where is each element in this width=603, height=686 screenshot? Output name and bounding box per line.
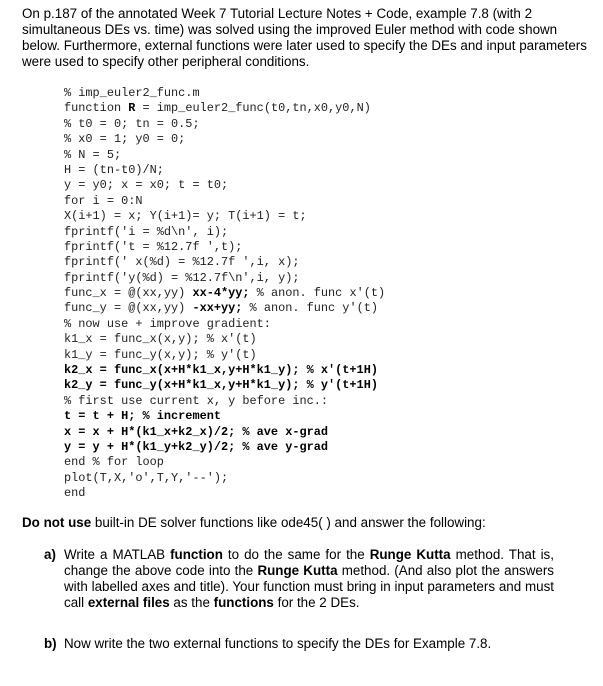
code-line xyxy=(64,301,385,316)
code-line xyxy=(64,348,385,363)
code-segment: func_y = @(xx,yy) xyxy=(64,301,193,316)
qa-text-2: to do the same for the xyxy=(222,547,370,562)
code-segment: y = y0; x = x0; t = t0; xyxy=(64,178,229,193)
instruction-line xyxy=(22,515,592,531)
code-line xyxy=(64,317,385,332)
code-segment: y = y + H*(k1_y+k2_y)/2; % ave y-grad xyxy=(64,439,329,454)
code-line xyxy=(64,178,385,193)
code-segment: % anon. func x'(t) xyxy=(249,286,386,301)
code-segment: end % for loop xyxy=(64,455,164,470)
question-b-text: Now write the two external functions to specify the DEs for Example 7.8. xyxy=(64,636,492,651)
code-segment: xx-4*yy; xyxy=(192,286,250,301)
code-line xyxy=(64,471,385,486)
qa-bold-4: external files xyxy=(87,595,170,610)
intro-paragraph: On p.187 of the annotated Week 7 Tutorial Lecture Notes + Code, example 7.8 (with 2 simultaneous DEs vs. time) was solved using the improved Euler method with code shown below. Furthermore, external functions were later used to specify the DEs and input parameters were used to specify other peripheral conditions. xyxy=(22,6,587,69)
code-segment: % anon. func y'(t) xyxy=(242,301,378,316)
question-b-label: b) xyxy=(44,636,57,651)
code-segment: % now use + improve gradient: xyxy=(64,316,271,331)
code-block xyxy=(64,86,385,502)
code-segment: % imp_euler2_func.m xyxy=(64,86,200,100)
code-segment: R xyxy=(128,101,136,116)
code-segment: func_x = @(xx,yy) xyxy=(64,286,193,301)
code-segment: t = t + H; % increment xyxy=(64,409,221,424)
code-segment: % t0 = 0; tn = 0.5; xyxy=(64,116,200,131)
code-line xyxy=(64,286,385,301)
code-line xyxy=(64,225,385,240)
question-a-label: a) xyxy=(44,547,56,562)
qa-bold-2: Runge Kutta xyxy=(369,547,451,562)
code-segment: plot(T,X,'o',T,Y,'--'); xyxy=(64,470,229,485)
code-line xyxy=(64,194,385,209)
code-line xyxy=(64,255,385,270)
code-line xyxy=(64,132,385,147)
question-b xyxy=(44,636,554,652)
qa-bold-3: Runge Kutta xyxy=(257,563,338,578)
code-segment: fprintf(' x(%d) = %12.7f ',i, x); xyxy=(64,255,300,270)
code-segment: fprintf('t = %12.7f ',t); xyxy=(64,239,243,254)
code-line xyxy=(64,378,385,393)
code-line xyxy=(64,332,385,347)
code-segment: % N = 5; xyxy=(64,147,122,162)
code-line xyxy=(64,455,385,470)
question-a xyxy=(44,547,554,611)
code-segment: -xx+yy; xyxy=(192,301,243,316)
instruction-text: built-in DE solver functions like ode45( ) and answer the following: xyxy=(91,515,486,530)
code-line xyxy=(64,240,385,255)
code-line xyxy=(64,209,385,224)
code-segment: function xyxy=(64,101,129,116)
instruction-emphasis: Do not use xyxy=(22,515,92,530)
code-line xyxy=(64,409,385,424)
code-segment: % x0 = 1; y0 = 0; xyxy=(64,132,186,147)
code-segment: k1_x = func_x(x,y); % x'(t) xyxy=(64,332,257,347)
code-line xyxy=(64,425,385,440)
code-line xyxy=(64,101,385,116)
qa-text-6: for the 2 DEs. xyxy=(273,595,360,610)
code-line xyxy=(64,86,385,101)
code-line xyxy=(64,394,385,409)
qa-text-3: method. That is, change the above code into the xyxy=(64,547,554,578)
code-segment: = imp_euler2_func(t0,tn,x0,y0,N) xyxy=(135,101,371,116)
code-segment: k2_x = func_x(x+H*k1_x,y+H*k1_y); % x'(t+1H) xyxy=(64,363,378,378)
code-segment: % first use current x, y before inc.: xyxy=(64,393,329,408)
code-line xyxy=(64,117,385,132)
code-segment: end xyxy=(64,486,86,501)
code-segment: X(i+1) = x; Y(i+1)= y; T(i+1) = t; xyxy=(64,209,307,224)
qa-bold-5: functions xyxy=(213,595,274,610)
code-line xyxy=(64,163,385,178)
qa-text-1: Write a MATLAB xyxy=(64,547,171,562)
qa-text-5: as the xyxy=(169,595,214,610)
code-line xyxy=(64,363,385,378)
code-segment: H = (tn-t0)/N; xyxy=(64,162,164,177)
code-line xyxy=(64,148,385,163)
code-segment: fprintf('y(%d) = %12.7f\n',i, y); xyxy=(64,270,300,285)
code-segment: for i = 0:N xyxy=(64,193,143,208)
code-segment: k2_y = func_y(x+H*k1_x,y+H*k1_y); % y'(t+1H) xyxy=(64,378,378,393)
question-a-text xyxy=(64,547,554,611)
code-line xyxy=(64,486,385,501)
code-line xyxy=(64,271,385,286)
code-segment: k1_y = func_y(x,y); % y'(t) xyxy=(64,347,257,362)
code-segment: x = x + H*(k1_x+k2_x)/2; % ave x-grad xyxy=(64,424,329,439)
code-line xyxy=(64,440,385,455)
qa-bold-1: function xyxy=(170,547,223,562)
code-segment: fprintf('i = %d\n', i); xyxy=(64,224,229,239)
qa-text-4: method. (And also plot the answers with labelled axes and title). Your function must bring in input parameters and must call xyxy=(64,563,555,610)
